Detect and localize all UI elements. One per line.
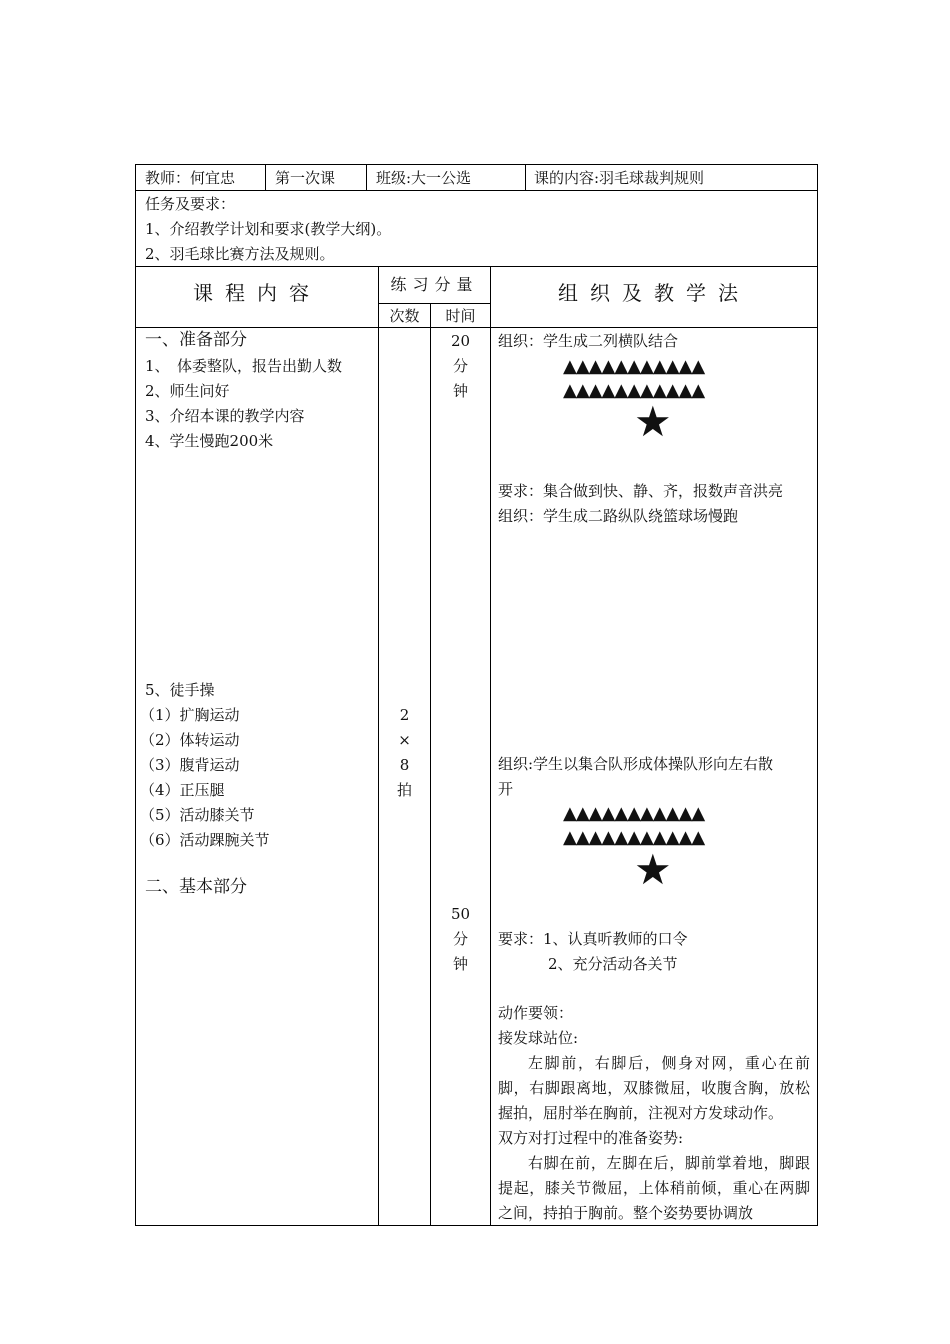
receive-paragraph: 左脚前，右脚后，侧身对网，重心在前脚，右脚跟离地，双膝微屈，收腹含胸，放松握拍，屈肘举在胸前，注视对方发球动作。: [498, 1054, 810, 1122]
exercise-item: （3）腹背运动: [140, 756, 240, 774]
col-divider: [265, 165, 266, 190]
col-divider: [430, 303, 431, 1225]
count-value: ×: [398, 731, 411, 749]
col-divider: [490, 266, 491, 1225]
organization-text: 开: [498, 780, 514, 798]
organization-text: 组织:学生以集合队形成体操队形向左右散: [498, 755, 774, 773]
list-item: 5、徒手操: [145, 681, 215, 699]
row-divider: [136, 190, 817, 191]
task-item: 2、羽毛球比赛方法及规则。: [145, 245, 335, 263]
class-cell: 班级:大一公选: [376, 169, 472, 187]
receive-title: 接发球站位:: [498, 1029, 579, 1047]
lesson-number-cell: 第一次课: [275, 169, 336, 187]
list-item: 2、师生问好: [145, 382, 230, 400]
section-prep: 一、准备部分: [145, 330, 247, 350]
section-basic: 二、基本部分: [145, 877, 247, 897]
triangle-formation-row: ▲▲▲▲▲▲▲▲▲▲▲: [563, 380, 705, 401]
organization-text: 组织：学生成二路纵队绕篮球场慢跑: [498, 507, 739, 525]
ready-title: 双方对打过程中的准备姿势:: [498, 1129, 684, 1147]
triangle-formation-row: ▲▲▲▲▲▲▲▲▲▲▲: [563, 356, 705, 377]
list-item: 3、介绍本课的教学内容: [145, 407, 305, 425]
time-value: 钟: [452, 382, 468, 400]
task-item: 1、介绍教学计划和要求(教学大纲)。: [145, 220, 392, 238]
ready-paragraph: 右脚在前，左脚在后，脚前掌着地，脚跟提起，膝关节微屈，上体稍前倾，重心在两脚之间，持拍于胸前。整个姿势要协调放: [498, 1154, 810, 1222]
exercise-item: （2）体转运动: [140, 731, 240, 749]
requirement-text: 要求：集合做到快、静、齐，报数声音洪亮: [498, 482, 784, 500]
tasks-title: 任务及要求：: [145, 195, 236, 213]
count-value: 2: [399, 706, 410, 724]
time-value: 20: [450, 332, 471, 350]
teacher-star-icon: ★: [634, 845, 672, 894]
action-title: 动作要领：: [498, 1004, 574, 1022]
time-header: 时间: [445, 307, 476, 325]
exercise-item: （4）正压腿: [140, 781, 225, 799]
teacher-star-icon: ★: [634, 397, 672, 446]
method-header: 组织及教学法: [558, 281, 750, 305]
exercise-item: （1）扩胸运动: [140, 706, 240, 724]
triangle-formation-row: ▲▲▲▲▲▲▲▲▲▲▲: [563, 827, 705, 848]
time-value: 钟: [452, 955, 468, 973]
count-value: 8: [399, 756, 410, 774]
list-item: 1、 体委整队，报告出勤人数: [145, 357, 343, 375]
practice-header: 练习分量: [390, 275, 479, 294]
lesson-plan-table: [135, 164, 818, 1226]
time-value: 分: [452, 357, 468, 375]
requirement-text: 2、充分活动各关节: [548, 955, 678, 973]
col-divider: [525, 165, 526, 190]
teacher-cell: 教师：何宜忠: [145, 169, 236, 187]
list-item: 4、学生慢跑200米: [145, 432, 274, 450]
requirement-text: 要求：1、认真听教师的口令: [498, 930, 688, 948]
time-value: 50: [450, 905, 471, 923]
count-value: 拍: [396, 781, 412, 799]
time-value: 分: [452, 930, 468, 948]
course-header: 课程内容: [193, 281, 321, 305]
organization-text: 组织：学生成二列横队结合: [498, 332, 679, 350]
exercise-item: （5）活动膝关节: [140, 806, 255, 824]
count-header: 次数: [389, 307, 420, 325]
content-cell: 课的内容:羽毛球裁判规则: [534, 169, 705, 187]
exercise-item: （6）活动踝腕关节: [140, 831, 270, 849]
triangle-formation-row: ▲▲▲▲▲▲▲▲▲▲▲: [563, 803, 705, 824]
col-divider: [366, 165, 367, 190]
